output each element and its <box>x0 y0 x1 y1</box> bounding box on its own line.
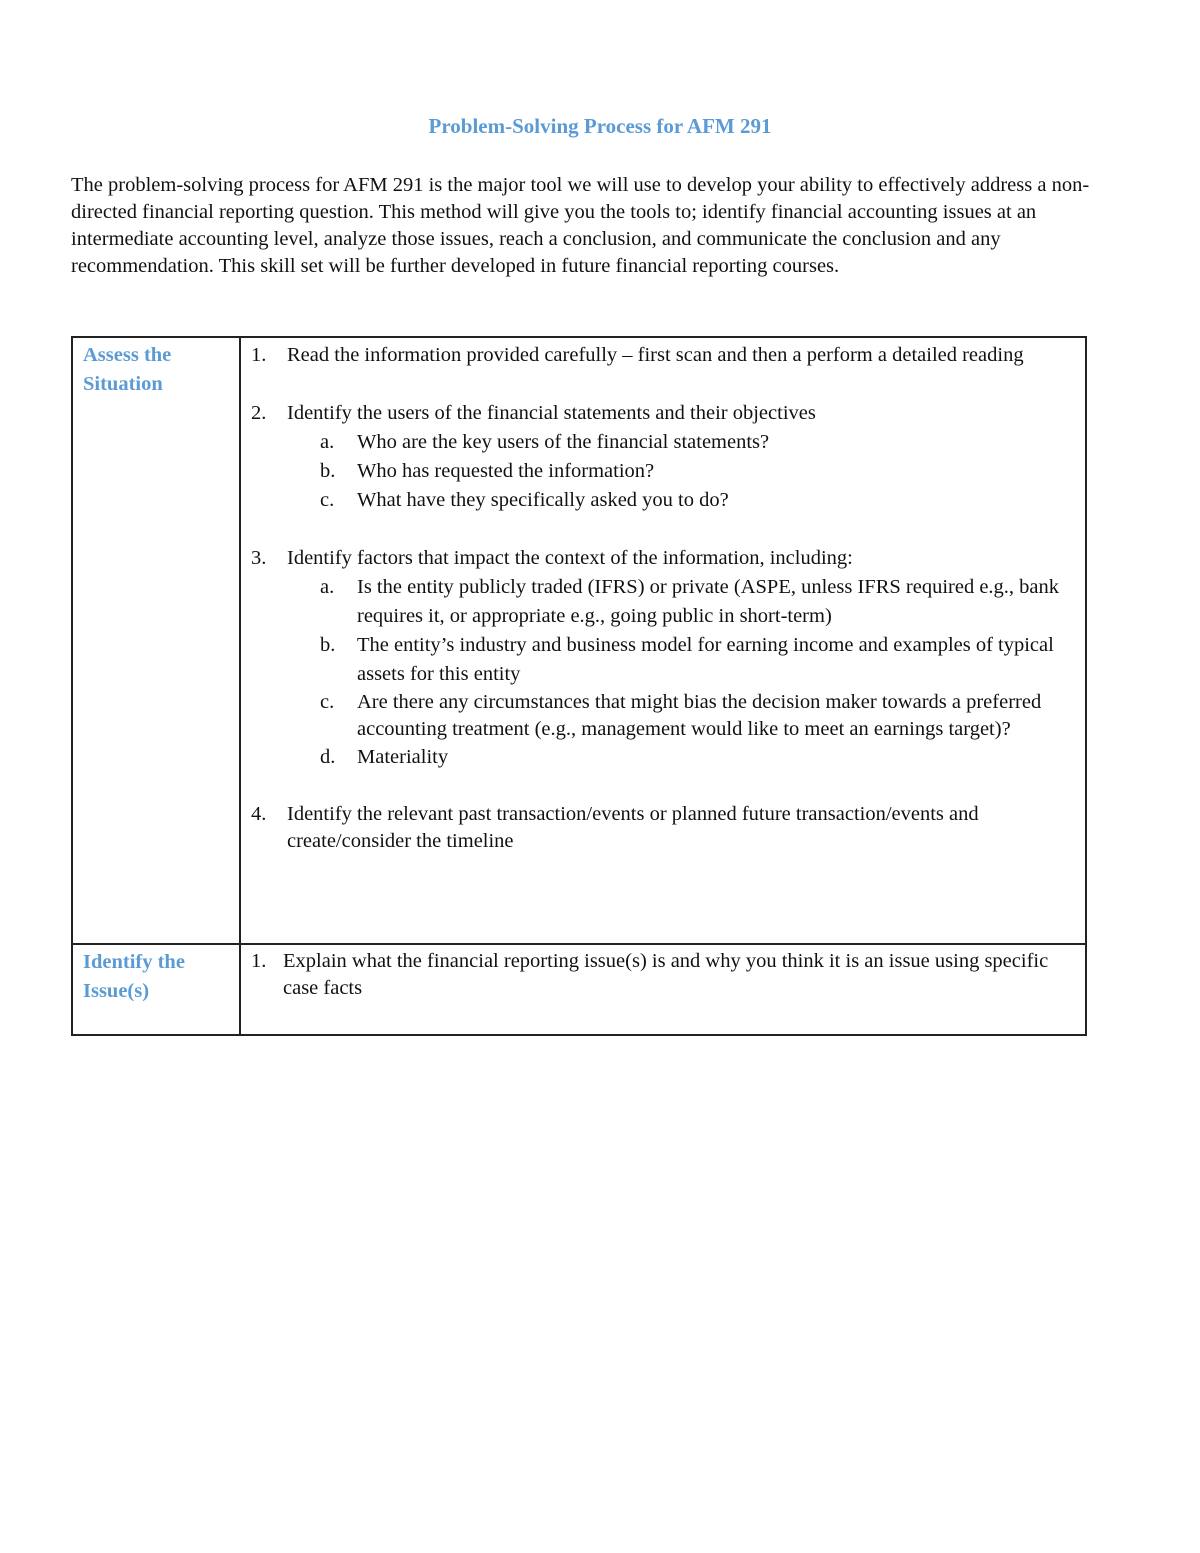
sub-letter: b. <box>320 460 336 482</box>
intro-paragraph: The problem-solving process for AFM 291 is the major tool we will use to develop your ability to effectively address a non-directed financial reporting question. This method will give you the tools to; identify financial accounting issues at an intermediate accounting level, analyze those issues, reach a conclusion, and communicate the conclusion and any recommendation. This skill set will be further developed in future financial reporting courses. <box>71 174 1090 277</box>
sub-item <box>249 486 1075 515</box>
step-number: 1. <box>251 344 267 366</box>
step-item <box>249 801 1075 855</box>
step-item <box>249 341 1075 370</box>
step-number: 1. <box>251 950 267 972</box>
steps-cell-identify <box>240 944 1086 1035</box>
step-text: Identify the users of the financial statements and their objectives <box>287 402 816 424</box>
table-row-assess <box>72 337 1086 944</box>
step-text: Explain what the financial reporting issue(s) is and why you think it is an issue using specific case facts <box>283 950 1049 999</box>
sub-text: Who has requested the information? <box>357 460 655 482</box>
process-table <box>71 336 1087 1036</box>
stage-label-identify: Identify the Issue(s) <box>72 944 240 1035</box>
sub-letter: c. <box>320 691 335 713</box>
sub-letter: c. <box>320 489 335 511</box>
stage-label-assess: Assess the Situation <box>72 337 240 944</box>
steps-cell-assess <box>240 337 1086 944</box>
sub-text: The entity’s industry and business model for earning income and examples of typical assets for this entity <box>357 634 1054 685</box>
step-text: Read the information provided carefully – first scan and then a perform a detailed reading <box>287 344 1024 366</box>
sub-text: Materiality <box>357 746 449 768</box>
sub-item <box>249 428 1075 457</box>
step-text: Identify the relevant past transaction/events or planned future transaction/events and create/consider the timeline <box>287 803 979 852</box>
step-number: 3. <box>251 547 267 569</box>
step-text: Identify factors that impact the context of the information, including: <box>287 547 853 569</box>
sub-letter: a. <box>320 576 335 598</box>
sub-letter: b. <box>320 634 336 656</box>
sub-item <box>249 689 1075 743</box>
sub-item <box>249 573 1075 631</box>
step-item <box>249 399 1075 428</box>
sub-letter: a. <box>320 431 335 453</box>
sub-text: Are there any circumstances that might bias the decision maker towards a preferred accounting treatment (e.g., management would like to meet an earnings target)? <box>357 691 1042 740</box>
sub-item <box>249 631 1075 689</box>
sub-item <box>249 457 1075 486</box>
sub-text: Is the entity publicly traded (IFRS) or private (ASPE, unless IFRS required e.g., bank requires it, or appropriate e.g., going public in short-term) <box>357 576 1060 627</box>
sub-text: What have they specifically asked you to do? <box>357 489 729 511</box>
step-item <box>249 544 1075 573</box>
step-number: 2. <box>251 402 267 424</box>
table-row-identify <box>72 944 1086 1035</box>
document-title: Problem-Solving Process for AFM 291 <box>428 114 772 138</box>
step-number: 4. <box>251 803 267 825</box>
step-item <box>249 948 1075 1002</box>
sub-item <box>249 743 1075 772</box>
sub-letter: d. <box>320 746 336 768</box>
sub-text: Who are the key users of the financial statements? <box>357 431 770 453</box>
